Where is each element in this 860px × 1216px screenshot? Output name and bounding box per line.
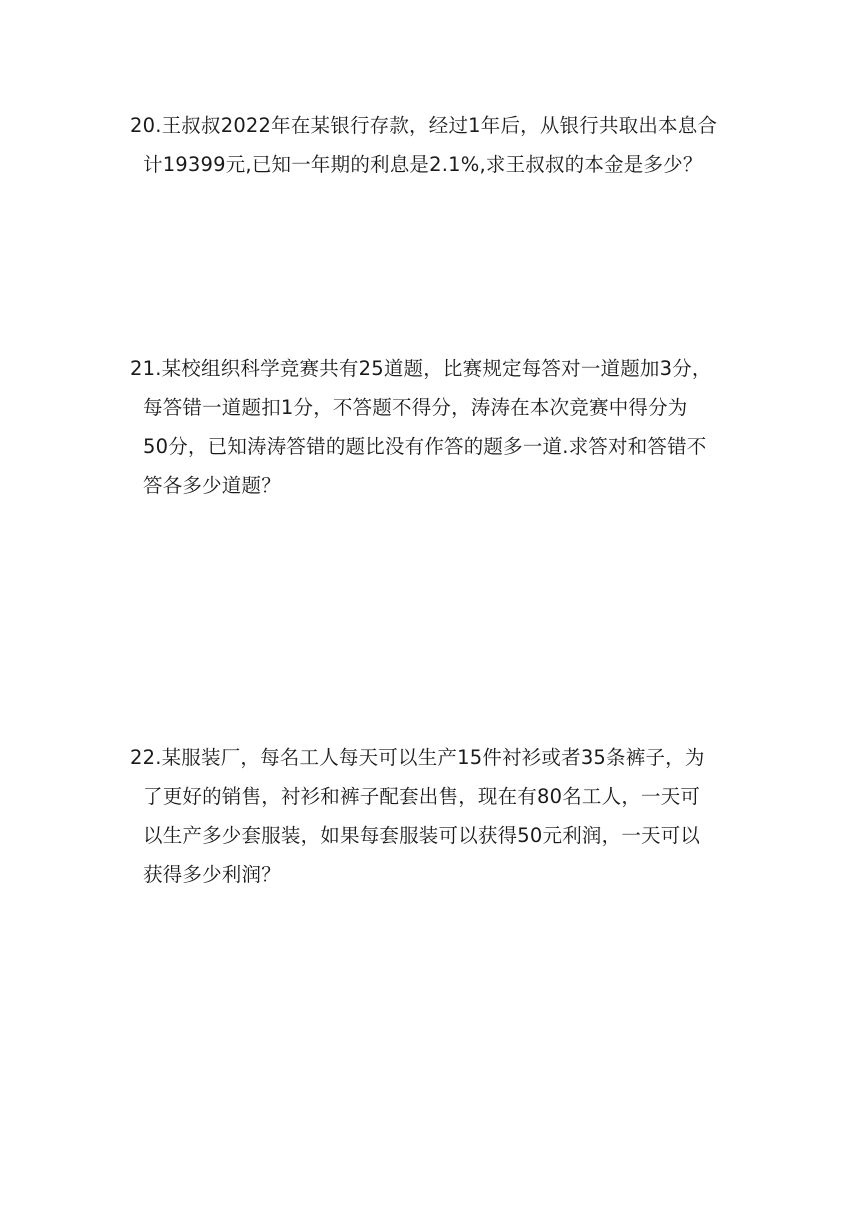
- problem-line: 以生产多少套服装，如果每套服装可以获得50元利润，一天可以: [143, 824, 701, 847]
- problem-line: 22.某服装厂，每名工人每天可以生产15件衬衫或者35条裤子，为: [130, 746, 705, 769]
- problem-line: 计19399元,已知一年期的利息是2.1%,求王叔叔的本金是多少？: [143, 153, 703, 176]
- problem-21: [130, 349, 740, 505]
- problem-line: 50分，已知涛涛答错的题比没有作答的题多一道.求答对和答错不: [143, 435, 707, 458]
- problem-20: [130, 106, 740, 184]
- problem-line: 20.王叔叔2022年在某银行存款，经过1年后，从银行共取出本息合: [130, 114, 718, 137]
- problem-line: 答各多少道题？: [143, 474, 281, 497]
- problem-22: [130, 738, 740, 894]
- problem-line: 获得多少利润？: [143, 863, 281, 886]
- problem-line: 每答错一道题扣1分，不答题不得分，涛涛在本次竞赛中得分为: [143, 396, 688, 419]
- problem-line: 了更好的销售，衬衫和裤子配套出售，现在有80名工人，一天可: [143, 785, 701, 808]
- problem-line: 21.某校组织科学竞赛共有25道题，比赛规定每答对一道题加3分，: [130, 357, 712, 380]
